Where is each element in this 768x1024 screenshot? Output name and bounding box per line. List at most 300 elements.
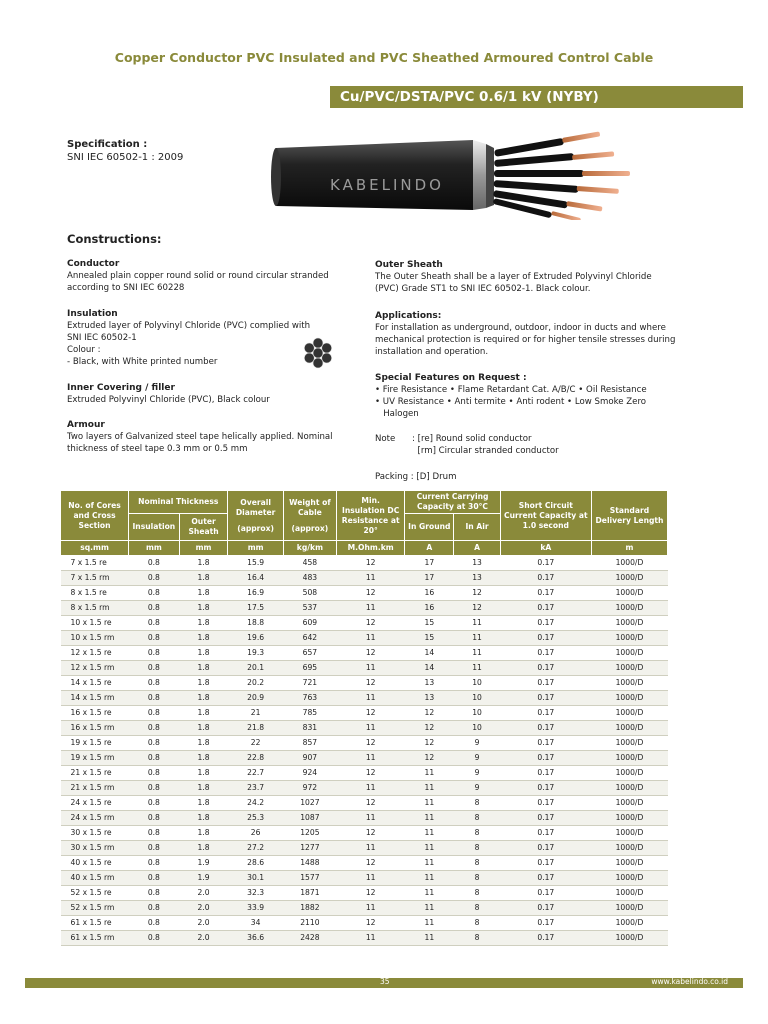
armour-line: thickness of steel tape 0.3 mm or 0.5 mm (67, 444, 248, 454)
insulation-line: Extruded layer of Polyvinyl Chloride (PVC) complied with (67, 321, 311, 331)
table-row (61, 661, 668, 676)
header-weight (283, 491, 336, 541)
table-cell: 0.17 (500, 631, 591, 646)
table-cell: 9 (454, 781, 500, 796)
table-cell: 1000/D (591, 811, 667, 826)
applications-title: Applications: (375, 311, 442, 321)
table-row (61, 916, 668, 931)
table-cell: 52 x 1.5 rm (61, 901, 129, 916)
table-cell: 0.8 (129, 571, 180, 586)
table-cell: 1000/D (591, 586, 667, 601)
conductor-title: Conductor (67, 259, 120, 269)
note-section (375, 433, 705, 457)
table-cell: 1000/D (591, 631, 667, 646)
table-cell: 23.7 (228, 781, 283, 796)
table-cell: 0.8 (129, 631, 180, 646)
table-cell: 52 x 1.5 re (61, 886, 129, 901)
table-cell: 1000/D (591, 796, 667, 811)
table-cell: 14 x 1.5 rm (61, 691, 129, 706)
table-cell: 12 (336, 796, 404, 811)
table-cell: 12 (454, 601, 500, 616)
table-cell: 0.17 (500, 571, 591, 586)
table-cell: 11 (405, 931, 454, 946)
special-features-line: • Fire Resistance • Flame Retardant Cat. A/B/C • Oil Resistance (375, 385, 647, 395)
units-row (61, 541, 668, 556)
specification-value: SNI IEC 60502-1 : 2009 (67, 152, 184, 163)
table-cell: 0.8 (129, 781, 180, 796)
table-cell: 11 (336, 601, 404, 616)
table-row (61, 721, 668, 736)
table-cell: 0.8 (129, 886, 180, 901)
table-cell: 8 (454, 811, 500, 826)
table-cell: 13 (405, 691, 454, 706)
table-cell: 13 (454, 571, 500, 586)
table-cell: 15 (405, 616, 454, 631)
table-cell: 1000/D (591, 901, 667, 916)
table-cell: 0.8 (129, 916, 180, 931)
table-cell: 40 x 1.5 re (61, 856, 129, 871)
table-row (61, 586, 668, 601)
table-cell: 1.8 (179, 736, 228, 751)
table-cell: 8 (454, 871, 500, 886)
header-diameter (228, 491, 283, 541)
armour-section (67, 419, 357, 455)
inner-covering-section (67, 382, 357, 406)
table-cell: 1000/D (591, 841, 667, 856)
table-cell: 7 x 1.5 re (61, 556, 129, 571)
table-row (61, 901, 668, 916)
table-cell: 10 (454, 721, 500, 736)
table-cell: 1.8 (179, 676, 228, 691)
table-cell: 1000/D (591, 751, 667, 766)
table-cell: 21 x 1.5 re (61, 766, 129, 781)
table-row (61, 766, 668, 781)
table-cell: 657 (283, 646, 336, 661)
table-cell: 11 (336, 661, 404, 676)
table-cell: 12 (405, 706, 454, 721)
table-cell: 11 (405, 781, 454, 796)
model-banner: Cu/PVC/DSTA/PVC 0.6/1 kV (NYBY) (330, 86, 743, 108)
table-cell: 19.6 (228, 631, 283, 646)
table-row (61, 841, 668, 856)
table-cell: 0.17 (500, 646, 591, 661)
table-cell: 763 (283, 691, 336, 706)
table-cell: 11 (405, 811, 454, 826)
table-cell: 1.8 (179, 691, 228, 706)
table-cell: 1000/D (591, 706, 667, 721)
table-row (61, 931, 668, 946)
table-cell: 1.8 (179, 706, 228, 721)
unit-cell: kg/km (283, 541, 336, 556)
table-cell: 8 (454, 901, 500, 916)
header-delivery-length: Standard Delivery Length (591, 491, 667, 541)
table-cell: 10 (454, 691, 500, 706)
table-cell: 1.8 (179, 766, 228, 781)
table-cell: 7 x 1.5 rm (61, 571, 129, 586)
table-cell: 20.2 (228, 676, 283, 691)
table-cell: 0.8 (129, 766, 180, 781)
table-cell: 0.17 (500, 781, 591, 796)
table-cell: 25.3 (228, 811, 283, 826)
table-cell: 0.17 (500, 616, 591, 631)
table-cell: 19 x 1.5 re (61, 736, 129, 751)
unit-cell: A (405, 541, 454, 556)
table-row (61, 871, 668, 886)
table-cell: 1277 (283, 841, 336, 856)
table-cell: 14 (405, 661, 454, 676)
special-features-line: • UV Resistance • Anti termite • Anti rodent • Low Smoke Zero (375, 397, 647, 407)
table-cell: 11 (336, 571, 404, 586)
table-cell: 0.17 (500, 901, 591, 916)
inner-covering-title: Inner Covering / filler (67, 383, 175, 393)
table-cell: 0.17 (500, 721, 591, 736)
table-cell: 10 x 1.5 rm (61, 631, 129, 646)
table-cell: 0.8 (129, 556, 180, 571)
table-cell: 924 (283, 766, 336, 781)
table-cell: 1.8 (179, 631, 228, 646)
header-outer-sheath: Outer Sheath (179, 514, 228, 541)
table-cell: 11 (405, 901, 454, 916)
header-short-circuit: Short Circuit Current Capacity at 1.0 second (500, 491, 591, 541)
table-cell: 8 (454, 796, 500, 811)
table-cell: 972 (283, 781, 336, 796)
table-cell: 1000/D (591, 856, 667, 871)
table-cell: 12 (336, 766, 404, 781)
table-cell: 11 (336, 901, 404, 916)
table-cell: 1871 (283, 886, 336, 901)
table-cell: 0.8 (129, 856, 180, 871)
table-row (61, 796, 668, 811)
unit-cell: mm (179, 541, 228, 556)
table-cell: 0.8 (129, 676, 180, 691)
table-cell: 1.8 (179, 571, 228, 586)
header-weight-sub: (approx) (291, 523, 329, 533)
table-cell: 12 (405, 736, 454, 751)
table-cell: 695 (283, 661, 336, 676)
table-cell: 8 (454, 916, 500, 931)
table-cell: 32.3 (228, 886, 283, 901)
table-cell: 0.17 (500, 841, 591, 856)
table-cell: 0.8 (129, 871, 180, 886)
table-cell: 30.1 (228, 871, 283, 886)
table-cell: 16 x 1.5 re (61, 706, 129, 721)
table-cell: 1000/D (591, 601, 667, 616)
table-cell: 1000/D (591, 676, 667, 691)
table-cell: 831 (283, 721, 336, 736)
table-cell: 11 (405, 871, 454, 886)
table-cell: 1000/D (591, 616, 667, 631)
table-cell: 20.1 (228, 661, 283, 676)
table-cell: 0.8 (129, 661, 180, 676)
table-cell: 1000/D (591, 781, 667, 796)
table-cell: 0.8 (129, 796, 180, 811)
unit-cell: A (454, 541, 500, 556)
table-row (61, 631, 668, 646)
table-cell: 9 (454, 766, 500, 781)
table-cell: 12 (336, 676, 404, 691)
table-cell: 12 (336, 616, 404, 631)
table-cell: 11 (405, 841, 454, 856)
table-cell: 1.8 (179, 751, 228, 766)
table-cell: 1.8 (179, 601, 228, 616)
table-cell: 8 (454, 841, 500, 856)
header-current-capacity: Current Carrying Capacity at 30°C (405, 491, 500, 514)
table-row (61, 556, 668, 571)
table-cell: 0.8 (129, 826, 180, 841)
table-body (61, 556, 668, 946)
table-cell: 8 x 1.5 re (61, 586, 129, 601)
table-cell: 11 (405, 856, 454, 871)
table-cell: 0.8 (129, 646, 180, 661)
table-cell: 2428 (283, 931, 336, 946)
table-cell: 0.17 (500, 931, 591, 946)
table-cell: 12 x 1.5 re (61, 646, 129, 661)
table-cell: 15.9 (228, 556, 283, 571)
table-cell: 11 (336, 691, 404, 706)
table-row (61, 751, 668, 766)
unit-cell: m (591, 541, 667, 556)
table-cell: 0.8 (129, 601, 180, 616)
note-label: Note (375, 434, 396, 444)
table-cell: 857 (283, 736, 336, 751)
header-nominal-thickness: Nominal Thickness (129, 491, 228, 514)
table-cell: 11 (405, 796, 454, 811)
table-cell: 0.17 (500, 886, 591, 901)
table-cell: 11 (405, 766, 454, 781)
header-insulation: Insulation (129, 514, 180, 541)
table-cell: 24 x 1.5 re (61, 796, 129, 811)
unit-cell: sq.mm (61, 541, 129, 556)
table-cell: 0.8 (129, 751, 180, 766)
header-cores: No. of Cores and Cross Section (61, 491, 129, 541)
table-cell: 0.17 (500, 601, 591, 616)
table-cell: 11 (454, 661, 500, 676)
table-cell: 12 (454, 586, 500, 601)
table-cell: 1882 (283, 901, 336, 916)
header-in-air: In Air (454, 514, 500, 541)
table-cell: 12 (405, 751, 454, 766)
table-row (61, 571, 668, 586)
table-cell: 17 (405, 571, 454, 586)
table-cell: 1.8 (179, 661, 228, 676)
table-cell: 12 (405, 721, 454, 736)
table-cell: 8 x 1.5 rm (61, 601, 129, 616)
table-cell: 40 x 1.5 rm (61, 871, 129, 886)
table-cell: 1000/D (591, 646, 667, 661)
table-cell: 10 x 1.5 re (61, 616, 129, 631)
table-cell: 11 (336, 751, 404, 766)
table-cell: 22.8 (228, 751, 283, 766)
unit-cell: M.Ohm.km (336, 541, 404, 556)
unit-cell: mm (129, 541, 180, 556)
table-cell: 33.9 (228, 901, 283, 916)
note-line: : [re] Round solid conductor (412, 434, 532, 444)
note-line: [rm] Circular stranded conductor (412, 446, 559, 456)
table-cell: 12 (336, 826, 404, 841)
table-cell: 1.8 (179, 841, 228, 856)
packing-line: Packing : [D] Drum (375, 472, 457, 482)
table-cell: 1087 (283, 811, 336, 826)
table-cell: 1205 (283, 826, 336, 841)
table-cell: 483 (283, 571, 336, 586)
table-cell: 721 (283, 676, 336, 691)
header-diameter-sub: (approx) (237, 523, 275, 533)
special-features-section (375, 372, 705, 420)
table-cell: 785 (283, 706, 336, 721)
applications-section (375, 310, 705, 358)
table-cell: 0.17 (500, 916, 591, 931)
table-cell: 0.8 (129, 706, 180, 721)
table-cell: 0.17 (500, 826, 591, 841)
table-cell: 0.8 (129, 901, 180, 916)
table-row (61, 736, 668, 751)
table-cell: 11 (454, 631, 500, 646)
table-cell: 0.8 (129, 691, 180, 706)
table-cell: 0.17 (500, 796, 591, 811)
table-cell: 0.17 (500, 676, 591, 691)
insulation-title: Insulation (67, 309, 118, 319)
inner-covering-line: Extruded Polyvinyl Chloride (PVC), Black colour (67, 395, 270, 405)
table-cell: 12 (336, 706, 404, 721)
armour-title: Armour (67, 420, 105, 430)
outer-sheath-title: Outer Sheath (375, 260, 443, 270)
table-cell: 22.7 (228, 766, 283, 781)
table-row (61, 781, 668, 796)
table-cell: 11 (336, 871, 404, 886)
table-cell: 16 (405, 586, 454, 601)
table-cell: 14 (405, 646, 454, 661)
table-cell: 2.0 (179, 901, 228, 916)
table-cell: 1000/D (591, 871, 667, 886)
table-cell: 1000/D (591, 931, 667, 946)
table-cell: 458 (283, 556, 336, 571)
table-cell: 0.17 (500, 556, 591, 571)
table-cell: 1.8 (179, 646, 228, 661)
table-cell: 12 (336, 916, 404, 931)
cable-brand-text: KABELINDO (330, 176, 444, 194)
unit-cell: kA (500, 541, 591, 556)
table-cell: 1.8 (179, 796, 228, 811)
table-cell: 1000/D (591, 691, 667, 706)
table-row (61, 601, 668, 616)
table-cell: 11 (336, 781, 404, 796)
table-cell: 36.6 (228, 931, 283, 946)
table-cell: 19.3 (228, 646, 283, 661)
conductor-line: Annealed plain copper round solid or round circular stranded (67, 271, 329, 281)
table-cell: 0.8 (129, 586, 180, 601)
table-cell: 1.9 (179, 856, 228, 871)
table-row (61, 856, 668, 871)
table-cell: 16.9 (228, 586, 283, 601)
table-cell: 12 (336, 646, 404, 661)
table-cell: 1.8 (179, 811, 228, 826)
outer-sheath-section (375, 259, 705, 295)
table-cell: 1577 (283, 871, 336, 886)
table-cell: 8 (454, 886, 500, 901)
table-cell: 16.4 (228, 571, 283, 586)
table-cell: 21 (228, 706, 283, 721)
table-cell: 9 (454, 751, 500, 766)
table-cell: 508 (283, 586, 336, 601)
table-cell: 34 (228, 916, 283, 931)
specification-label: Specification : (67, 139, 148, 150)
table-cell: 1000/D (591, 916, 667, 931)
table-cell: 17.5 (228, 601, 283, 616)
table-cell: 15 (405, 631, 454, 646)
table-cell: 17 (405, 556, 454, 571)
table-cell: 12 (336, 556, 404, 571)
insulation-line: SNI IEC 60502-1 (67, 333, 137, 343)
table-cell: 1.8 (179, 586, 228, 601)
applications-line: installation and operation. (375, 347, 489, 357)
header-weight-label: Weight of Cable (289, 497, 331, 517)
table-cell: 11 (405, 916, 454, 931)
table-cell: 21 x 1.5 rm (61, 781, 129, 796)
specification (67, 138, 183, 164)
conductor-section (67, 258, 357, 294)
table-row (61, 826, 668, 841)
outer-sheath-line: The Outer Sheath shall be a layer of Extruded Polyvinyl Chloride (375, 272, 652, 282)
footer-url: www.kabelindo.co.id (651, 977, 728, 986)
table-cell: 0.17 (500, 661, 591, 676)
table-cell: 16 x 1.5 rm (61, 721, 129, 736)
table-cell: 26 (228, 826, 283, 841)
table-cell: 0.8 (129, 736, 180, 751)
table-row (61, 706, 668, 721)
table-cell: 27.2 (228, 841, 283, 856)
table-cell: 2.0 (179, 916, 228, 931)
table-cell: 1.9 (179, 871, 228, 886)
table-cell: 1488 (283, 856, 336, 871)
table-row (61, 676, 668, 691)
table-cell: 0.17 (500, 736, 591, 751)
table-cell: 8 (454, 826, 500, 841)
table-cell: 0.17 (500, 706, 591, 721)
table-cell: 1000/D (591, 661, 667, 676)
table-cell: 0.8 (129, 721, 180, 736)
table-cell: 11 (454, 646, 500, 661)
table-cell: 11 (405, 886, 454, 901)
constructions-heading: Constructions: (67, 232, 162, 246)
table-cell: 20.9 (228, 691, 283, 706)
insulation-line: - Black, with White printed number (67, 357, 218, 367)
table-cell: 0.17 (500, 751, 591, 766)
table-cell: 9 (454, 736, 500, 751)
table-cell: 907 (283, 751, 336, 766)
table-cell: 12 x 1.5 rm (61, 661, 129, 676)
table-cell: 0.8 (129, 931, 180, 946)
strand-cross-section-icon (301, 336, 335, 370)
table-row (61, 886, 668, 901)
table-cell: 2.0 (179, 886, 228, 901)
table-cell: 1.8 (179, 781, 228, 796)
table-cell: 1000/D (591, 736, 667, 751)
header-resistance: Min. Insulation DC Resistance at 20° (336, 491, 404, 541)
table-row (61, 811, 668, 826)
table-cell: 11 (336, 721, 404, 736)
table-cell: 28.6 (228, 856, 283, 871)
outer-sheath-line: (PVC) Grade ST1 to SNI IEC 60502-1. Black colour. (375, 284, 591, 294)
header-diameter-label: Overall Diameter (235, 497, 276, 517)
cable-illustration (268, 128, 678, 220)
special-features-title: Special Features on Request : (375, 373, 527, 383)
table-cell: 11 (336, 811, 404, 826)
table-cell: 21.8 (228, 721, 283, 736)
table-row (61, 646, 668, 661)
unit-cell: mm (228, 541, 283, 556)
cable-spec-table (60, 490, 668, 946)
table-cell: 24.2 (228, 796, 283, 811)
